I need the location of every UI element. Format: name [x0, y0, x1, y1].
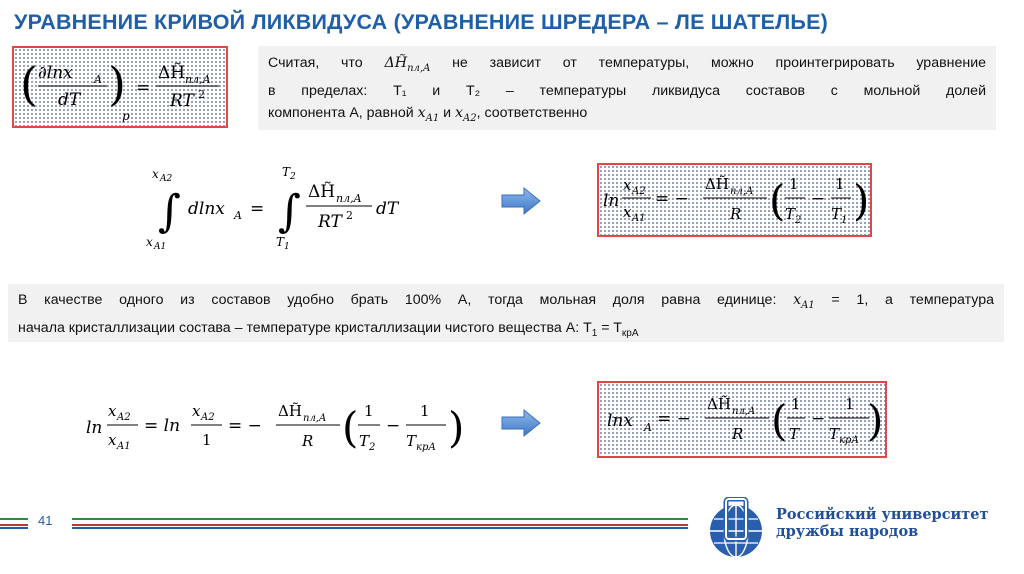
f5-tk-sub: крА — [839, 435, 859, 446]
f3-r: R — [730, 205, 742, 223]
f1-den: dT — [58, 90, 81, 110]
f3-xd: x — [623, 203, 632, 221]
f4-paren-left: ( — [342, 403, 359, 452]
f3-t1: T — [831, 205, 842, 223]
f4-one-b: 1 — [364, 402, 374, 420]
f3-paren-left: ( — [769, 176, 786, 225]
f3-t1-sub: 1 — [841, 215, 848, 226]
f3-xd-sub: A1 — [632, 213, 646, 224]
text-line-3 — [268, 102, 986, 130]
text1-x2-sub: A2 — [463, 112, 477, 124]
f1-ln-sub: A — [94, 73, 102, 86]
f4-xd-sub: A1 — [117, 441, 131, 452]
f5-ln-sub: A — [644, 421, 652, 434]
text1-and: и — [439, 104, 455, 121]
text2-part-a: В качестве одного из составов удобно брать 100% А, тогда мольная доля равна единице: — [18, 292, 794, 308]
f3-ln: ln — [603, 191, 620, 211]
paren-left: ( — [20, 57, 38, 111]
formula-integrated — [599, 165, 870, 235]
f4-xd: x — [108, 431, 117, 449]
f3-xn-sub: A2 — [632, 186, 646, 197]
f4-t2-sub: 2 — [369, 442, 376, 453]
f5-paren-right: ) — [867, 396, 884, 445]
text1-x1-sub: A1 — [425, 112, 440, 124]
f4-ln: ln — [86, 418, 103, 438]
formula-pure-substitution — [82, 392, 482, 462]
f3-eq: = − — [655, 189, 689, 209]
formula-box-differential — [12, 46, 228, 128]
f2-eq: = — [250, 199, 265, 219]
text2-mid: = T — [597, 319, 622, 336]
f2-upper2: T — [282, 165, 291, 179]
text1-line3-a: компонента A, равной — [268, 104, 418, 121]
text2-x-sub: A1 — [801, 299, 815, 311]
f4-xn-sub: A2 — [117, 412, 131, 423]
text2-sub2: крА — [621, 327, 639, 339]
university-name-line-1: Российский университет — [776, 506, 989, 523]
text2-part-b: = 1, а температура — [814, 292, 994, 308]
f5-num-sub: пл,A — [732, 406, 756, 417]
text1-symbol: ΔH̃ — [384, 55, 408, 71]
f3-paren-right: ) — [853, 176, 870, 225]
f3-num-sub: пл,A — [730, 186, 754, 197]
f3-minus: − — [811, 189, 826, 209]
slide-title: УРАВНЕНИЕ КРИВОЙ ЛИКВИДУСА (УРАВНЕНИЕ ШРЕДЕРА – ЛЕ ШАТЕЛЬЕ) — [14, 10, 828, 34]
f1-rt: RT — [170, 91, 194, 111]
formula-integral — [140, 160, 410, 260]
f3-one-b: 1 — [835, 175, 845, 193]
f5-t: T — [789, 425, 800, 443]
f4-num-sub: пл,A — [303, 413, 327, 424]
text2-line-2 — [18, 317, 994, 345]
f2-dt: dT — [376, 199, 399, 219]
text1-x2: x — [455, 104, 464, 121]
text-block-pure-component — [8, 284, 1004, 342]
f4-t2: T — [359, 432, 370, 450]
f1-p: p — [122, 109, 130, 123]
formula-differential — [14, 48, 226, 126]
text-line-2: в пределах: T₁ и T₂ – температуры ликвидуса составов с мольной долей — [268, 82, 986, 99]
f2-num-sub: пл,A — [336, 192, 362, 205]
arrow-right-icon — [500, 186, 542, 216]
f2-integral-2: ∫ — [278, 186, 301, 237]
f4-xn2-sub: A2 — [201, 412, 215, 423]
f5-num: ΔH̃ — [707, 395, 731, 413]
f4-xn2: x — [192, 402, 201, 420]
f2-num: ΔH̃ — [308, 182, 336, 202]
text1-x1: x — [417, 104, 426, 121]
paren-right: ) — [108, 57, 126, 111]
f1-num-sub: пл,A — [185, 73, 211, 86]
f3-one-a: 1 — [789, 175, 799, 193]
f2-lower1-sub: A1 — [154, 242, 167, 252]
f4-r: R — [302, 432, 314, 450]
f2-body1-sub: A — [234, 209, 242, 222]
text2-sub1: 1 — [591, 327, 598, 339]
text-line-1 — [268, 52, 986, 80]
f2-lower2-sub: 1 — [284, 242, 290, 252]
f2-lower1: x — [146, 235, 153, 249]
f1-ln: ∂lnx — [38, 63, 73, 83]
f5-minus: − — [811, 409, 826, 429]
university-name — [776, 506, 988, 540]
text1-line3-b: , соответственно — [476, 104, 588, 121]
footer-stripe-main — [72, 518, 688, 528]
f1-sq: 2 — [198, 88, 205, 101]
f4-eq2: = − — [228, 416, 262, 436]
f3-t2-sub: 2 — [795, 215, 802, 226]
f5-paren-left: ( — [771, 396, 788, 445]
university-logo-globe-icon — [706, 497, 768, 563]
f2-integral-1: ∫ — [158, 186, 181, 237]
f5-eq: = − — [657, 409, 691, 429]
footer-stripe-left — [0, 518, 28, 528]
formula-box-final — [597, 381, 887, 458]
f2-lower2: T — [276, 235, 285, 249]
f5-ln: lnx — [607, 411, 633, 431]
f4-one-c: 1 — [420, 402, 430, 420]
f4-xn: x — [108, 402, 117, 420]
f4-minus: − — [386, 416, 401, 436]
text2-x: x — [793, 292, 802, 308]
f5-one-b: 1 — [845, 395, 855, 413]
text1-symbol-sub: пл,A — [407, 62, 431, 74]
f4-paren-right: ) — [448, 403, 465, 452]
arrow-right-icon-2 — [500, 408, 542, 438]
f4-tk: T — [406, 432, 417, 450]
university-name-line-2: дружбы народов — [776, 523, 919, 540]
page-number: 41 — [38, 513, 53, 528]
f2-upper1: x — [152, 167, 159, 181]
f3-t2: T — [785, 205, 796, 223]
f2-upper2-sub: 2 — [290, 172, 296, 182]
f5-one-a: 1 — [791, 395, 801, 413]
f2-sq: 2 — [346, 209, 353, 222]
f2-rt: RT — [318, 212, 342, 232]
f3-xn: x — [623, 176, 632, 194]
text1-part-a: Считая, что — [268, 55, 385, 71]
text-block-integration — [258, 46, 996, 130]
f3-num: ΔH̃ — [705, 175, 729, 193]
f4-num: ΔH̃ — [278, 402, 302, 420]
f2-body1: dlnx — [188, 199, 225, 219]
f5-tk: T — [829, 425, 840, 443]
f2-upper1-sub: A2 — [160, 174, 173, 184]
f1-num: ΔH̃ — [158, 63, 186, 83]
f1-eq: = — [136, 78, 151, 98]
f4-tk-sub: крА — [416, 442, 436, 453]
text1-part-b: не зависит от температуры, можно проинтегрировать уравнение — [430, 55, 987, 71]
formula-box-integrated — [597, 163, 872, 237]
f5-r: R — [732, 425, 744, 443]
f4-eq1: = ln — [144, 416, 181, 436]
formula-final — [599, 383, 885, 456]
f4-one-a: 1 — [202, 431, 212, 449]
text2-line-1 — [18, 289, 994, 317]
text2-line2-a: начала кристаллизации состава – температуре кристаллизации чистого вещества А: T — [18, 319, 592, 336]
